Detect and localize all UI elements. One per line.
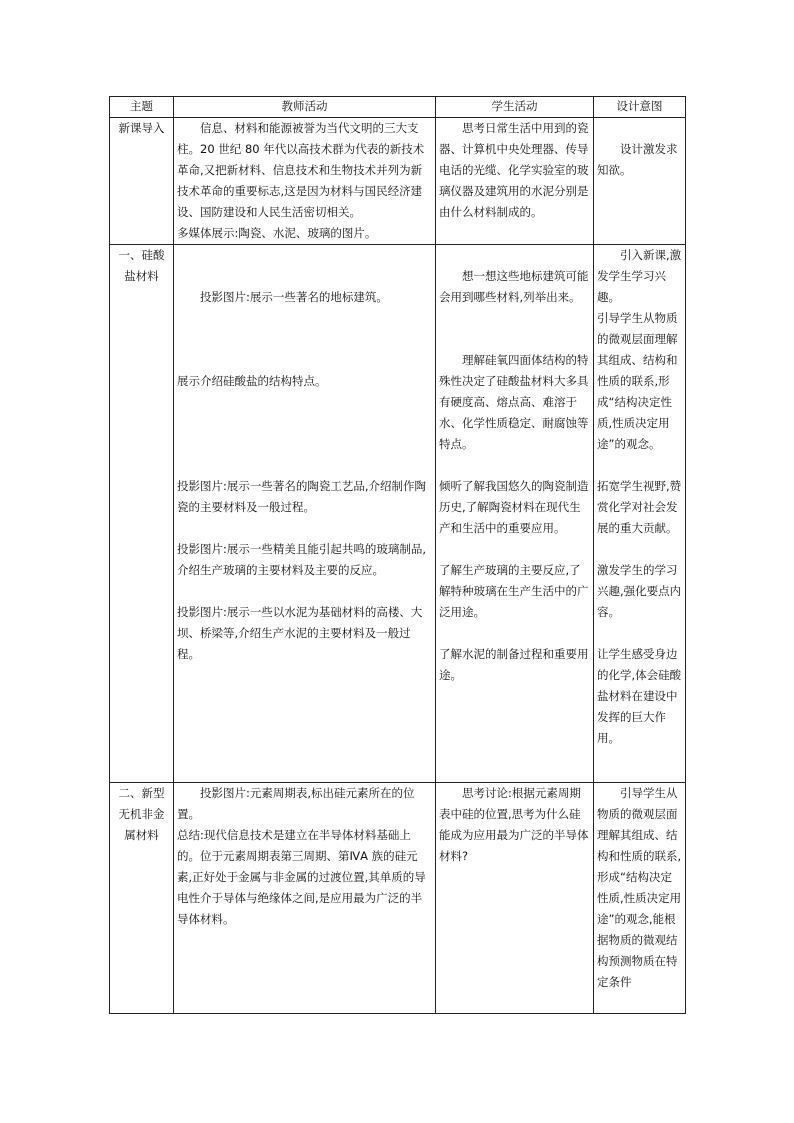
table-row: [110, 118, 686, 245]
teacher-text: 展示介绍硅酸盐的结构特点。: [177, 374, 327, 388]
student-text: 倾听了解我国悠久的陶瓷制造历史,了解陶瓷材料在现代生产和生活中的重要应用。: [439, 479, 589, 535]
spacer: [177, 581, 432, 602]
intent-text: 引导学生从物质的微观层面理解其组成、结构和性质的联系,形成“结构决定性质,性质决定用途”的观念,能根据物质的微观结构预测物质在特定条件: [597, 786, 682, 989]
spacer: [177, 455, 432, 476]
spacer: [439, 455, 590, 476]
spacer: [439, 623, 590, 644]
teacher-text: 总结:现代信息技术是建立在半导体材料基础上的。位于元素周期表第三周期、第ⅣA 族的硅元素,正好处于金属与非金属的过渡位置,其单质的导电性介于导体与绝缘体之间,是应用最为广泛的半导体材料。: [177, 828, 426, 926]
student-text: 了解生产玻璃的主要反应,了解特种玻璃在生产生活中的广泛用途。: [439, 563, 589, 619]
teacher-text: 投影图片:元素周期表,标出硅元素所在的位置。: [177, 786, 415, 821]
student-text: 了解水泥的制备过程和重要用途。: [439, 647, 589, 682]
row-topic: 二、新型无机非金属材料: [110, 783, 174, 1014]
student-cell: [436, 245, 594, 783]
spacer: [597, 539, 682, 560]
teacher-cell: [174, 118, 436, 245]
row-topic: 一、硅酸盐材料: [110, 245, 174, 783]
spacer: [597, 118, 682, 139]
intent-text: 让学生感受身边的化学,体会硅酸盐材料在建设中发挥的巨大作用。: [597, 647, 682, 745]
spacer: [597, 623, 682, 644]
intent-text: 引导学生从物质的微观层面理解其组成、结构和性质的联系,形成“结构决定性质,性质决定用途”的观念。: [597, 311, 678, 451]
header-topic: 主题: [110, 97, 174, 118]
intent-text: 设计激发求知欲。: [597, 142, 678, 177]
spacer: [439, 245, 590, 266]
teacher-text: 信息、材料和能源被誉为当代文明的三大支柱。20 世纪 80 年代以高技术群为代表的新技术革命,又把新材料、信息技术和生物技术并列为新技术革命的重要标志,这是因为材料与国民经济建设、国防建设和人民生活密切相关。: [177, 121, 425, 219]
header-student-activity: 学生活动: [436, 97, 594, 118]
row-topic: 新课导入: [110, 118, 174, 245]
spacer: [177, 518, 432, 539]
student-cell: [436, 783, 594, 1014]
spacer: [597, 455, 682, 476]
spacer: [177, 308, 432, 371]
intent-text: 激发学生的学习兴趣,强化要点内容。: [597, 563, 682, 619]
teacher-text: 投影图片:展示一些以水泥为基础材料的高楼、大坝、桥梁等,介绍生产水泥的主要材料及一般过程。: [177, 605, 423, 661]
lesson-plan-table: [109, 96, 686, 1014]
teacher-cell: [174, 783, 436, 1014]
student-text: 理解硅氧四面体结构的特殊性决定了硅酸盐材料大多具有硬度高、熔点高、难溶于水、化学性质稳定、耐腐蚀等特点。: [439, 353, 589, 451]
spacer: [177, 245, 432, 287]
teacher-cell: [174, 245, 436, 783]
student-text: 思考日常生活中用到的瓷器、计算机中央处理器、传导电话的光缆、化学实验室的玻璃仪器及建筑用的水泥分别是由什么材料制成的。: [439, 121, 589, 219]
intent-cell: [594, 118, 686, 245]
intent-cell: [594, 245, 686, 783]
spacer: [439, 539, 590, 560]
table-row: [110, 245, 686, 783]
table-row: [110, 783, 686, 1014]
teacher-text: 投影图片:展示一些著名的地标建筑。: [200, 290, 388, 304]
spacer: [439, 308, 590, 350]
intent-cell: [594, 783, 686, 1014]
teacher-text: 投影图片:展示一些著名的陶瓷工艺品,介绍制作陶瓷的主要材料及一般过程。: [177, 479, 427, 514]
student-text: 思考讨论:根据元素周期表中硅的位置,思考为什么硅能成为应用最为广泛的半导体材料?: [439, 786, 589, 863]
student-cell: [436, 118, 594, 245]
spacer: [177, 392, 432, 455]
header-design-intent: 设计意图: [594, 97, 686, 118]
student-text: 想一想这些地标建筑可能会用到哪些材料,列举出来。: [439, 269, 589, 304]
intent-text: 拓宽学生视野,赞赏化学对社会发展的重大贡献。: [597, 479, 682, 535]
header-teacher-activity: 教师活动: [174, 97, 436, 118]
table-header-row: [110, 97, 686, 118]
teacher-text: 投影图片:展示一些精美且能引起共鸣的玻璃制品,介绍生产玻璃的主要材料及主要的反应。: [177, 542, 427, 577]
intent-text: 引入新课,激发学生学习兴趣。: [597, 248, 682, 304]
teacher-text: 多媒体展示:陶瓷、水泥、玻璃的图片。: [177, 226, 377, 240]
